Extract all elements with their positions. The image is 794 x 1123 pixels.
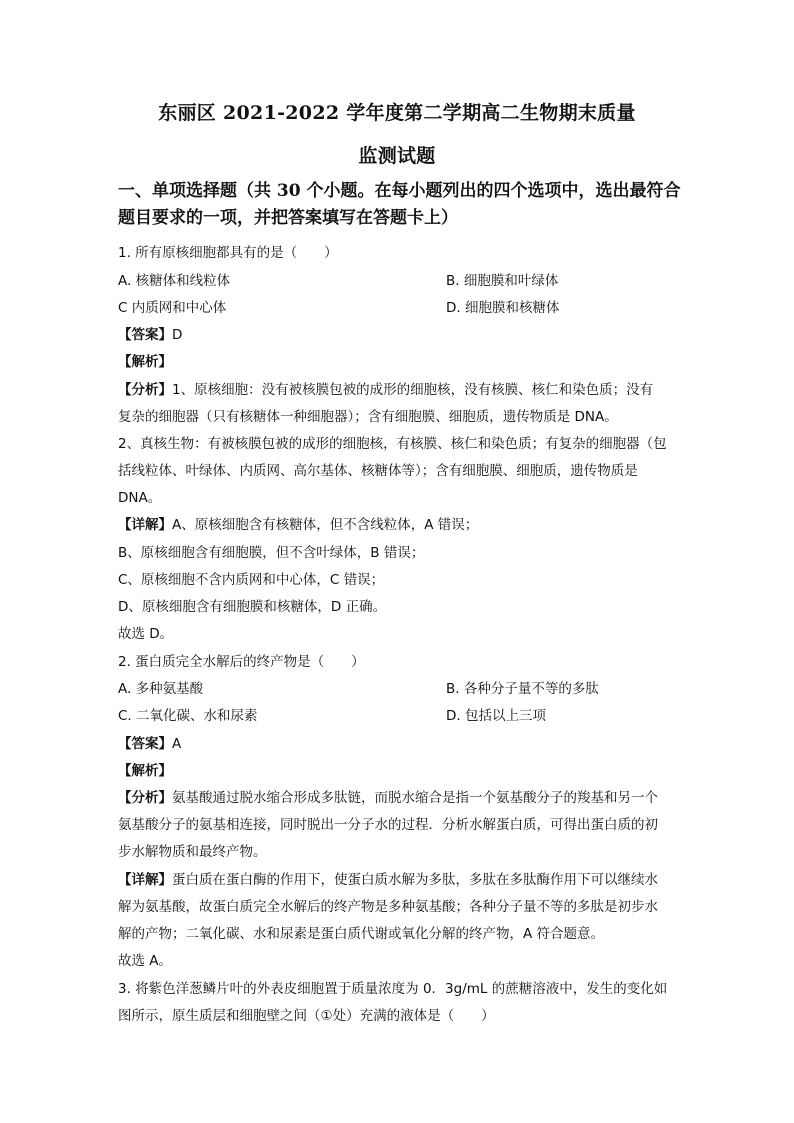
xiangjie-tag: 【详解】: [118, 517, 172, 533]
q2-xiangjie-line: 解为氨基酸，故蛋白质完全水解后的终产物是多种氨基酸；各种分子量不等的多肽是初步水: [118, 899, 658, 915]
q1-stem: 1. 所有原核细胞都具有的是（ ）: [118, 245, 338, 261]
q2-stem: 2. 蛋白质完全水解后的终产物是（ ）: [118, 654, 365, 670]
q2-option-a: A. 多种氨基酸: [118, 681, 204, 697]
q1-fenxi-line: DNA。: [118, 490, 162, 506]
fenxi-tag: 【分析】: [118, 790, 172, 806]
answer-tag: 【答案】: [118, 736, 172, 752]
q1-conclusion: 故选 D。: [118, 626, 174, 642]
q2-answer-value: A: [172, 736, 182, 752]
q2-xiangjie-line: [118, 868, 658, 888]
q2-xiangjie-text: 蛋白质在蛋白酶的作用下，使蛋白质水解为多肽，多肽在多肽酶作用下可以继续水: [172, 872, 658, 888]
q1-answer-value: D: [172, 327, 183, 343]
q1-analysis-tag: 【解析】: [118, 354, 172, 370]
q1-xiangjie-text: A、原核细胞含有核糖体，但不含线粒体，A 错误；: [172, 517, 479, 533]
q1-fenxi-line: 括线粒体、叶绿体、内质网、高尔基体、核糖体等）；含有细胞膜、细胞质，遗传物质是: [118, 463, 638, 479]
q2-analysis-tag: 【解析】: [118, 763, 172, 779]
q1-fenxi-text: 1、原核细胞：没有被核膜包被的成形的细胞核，没有核膜、核仁和染色质；没有: [172, 382, 654, 398]
section-heading: 一、单项选择题（共 30 个小题。在每小题列出的四个选项中，选出最符合题目要求的一项，并把答案填写在答题卡上）: [118, 181, 681, 228]
document-title-line2: 监测试题: [358, 145, 436, 167]
q3-stem-line: 3. 将紫色洋葱鳞片叶的外表皮细胞置于质量浓度为 0．3g/mL 的蔗糖溶液中，发生的变化如: [118, 981, 668, 997]
q2-fenxi-line: 步水解物质和最终产物。: [118, 844, 267, 860]
q1-xiangjie-line: [118, 513, 478, 533]
q2-xiangjie-line: 解的产物；二氧化碳、水和尿素是蛋白质代谢或氧化分解的终产物，A 符合题意。: [118, 926, 605, 942]
q1-option-c: C 内质网和中心体: [118, 300, 227, 316]
q2-fenxi-line: [118, 786, 658, 806]
q1-option-d: D. 细胞膜和核糖体: [446, 300, 560, 316]
q3-stem-line: 图所示，原生质层和细胞壁之间（①处）充满的液体是（ ）: [118, 1008, 495, 1024]
xiangjie-tag: 【详解】: [118, 872, 172, 888]
q1-xiangjie-line: C、原核细胞不含内质网和中心体，C 错误；: [118, 572, 385, 588]
q1-option-a: A. 核糖体和线粒体: [118, 273, 231, 289]
q2-conclusion: 故选 A。: [118, 953, 173, 969]
q1-xiangjie-line: B、原核细胞含有细胞膜，但不含叶绿体，B 错误；: [118, 545, 425, 561]
q1-answer-line: [118, 323, 182, 343]
q1-xiangjie-line: D、原核细胞含有细胞膜和核糖体，D 正确。: [118, 599, 387, 615]
q1-fenxi-line: 复杂的细胞器（只有核糖体一种细胞器）；含有细胞膜、细胞质，遗传物质是 DNA。: [118, 409, 618, 425]
q2-fenxi-text: 氨基酸通过脱水缩合形成多肽链，而脱水缩合是指一个氨基酸分子的羧基和另一个: [172, 790, 658, 806]
q2-option-b: B. 各种分子量不等的多肽: [446, 681, 599, 697]
q1-fenxi-line: [118, 378, 653, 398]
q2-fenxi-line: 氨基酸分子的氨基相连接，同时脱出一分子水的过程．分析水解蛋白质，可得出蛋白质的初: [118, 817, 658, 833]
answer-tag: 【答案】: [118, 327, 172, 343]
fenxi-tag: 【分析】: [118, 382, 172, 398]
q1-option-b: B. 细胞膜和叶绿体: [446, 273, 559, 289]
q2-answer-line: [118, 732, 181, 752]
document-title-line1: 东丽区 2021-2022 学年度第二学期高二生物期末质量: [158, 102, 636, 124]
q1-fenxi-line: 2、真核生物：有被核膜包被的成形的细胞核，有核膜、核仁和染色质；有复杂的细胞器（包: [118, 436, 667, 452]
q2-option-d: D. 包括以上三项: [446, 708, 546, 724]
q2-option-c: C. 二氧化碳、水和尿素: [118, 708, 258, 724]
